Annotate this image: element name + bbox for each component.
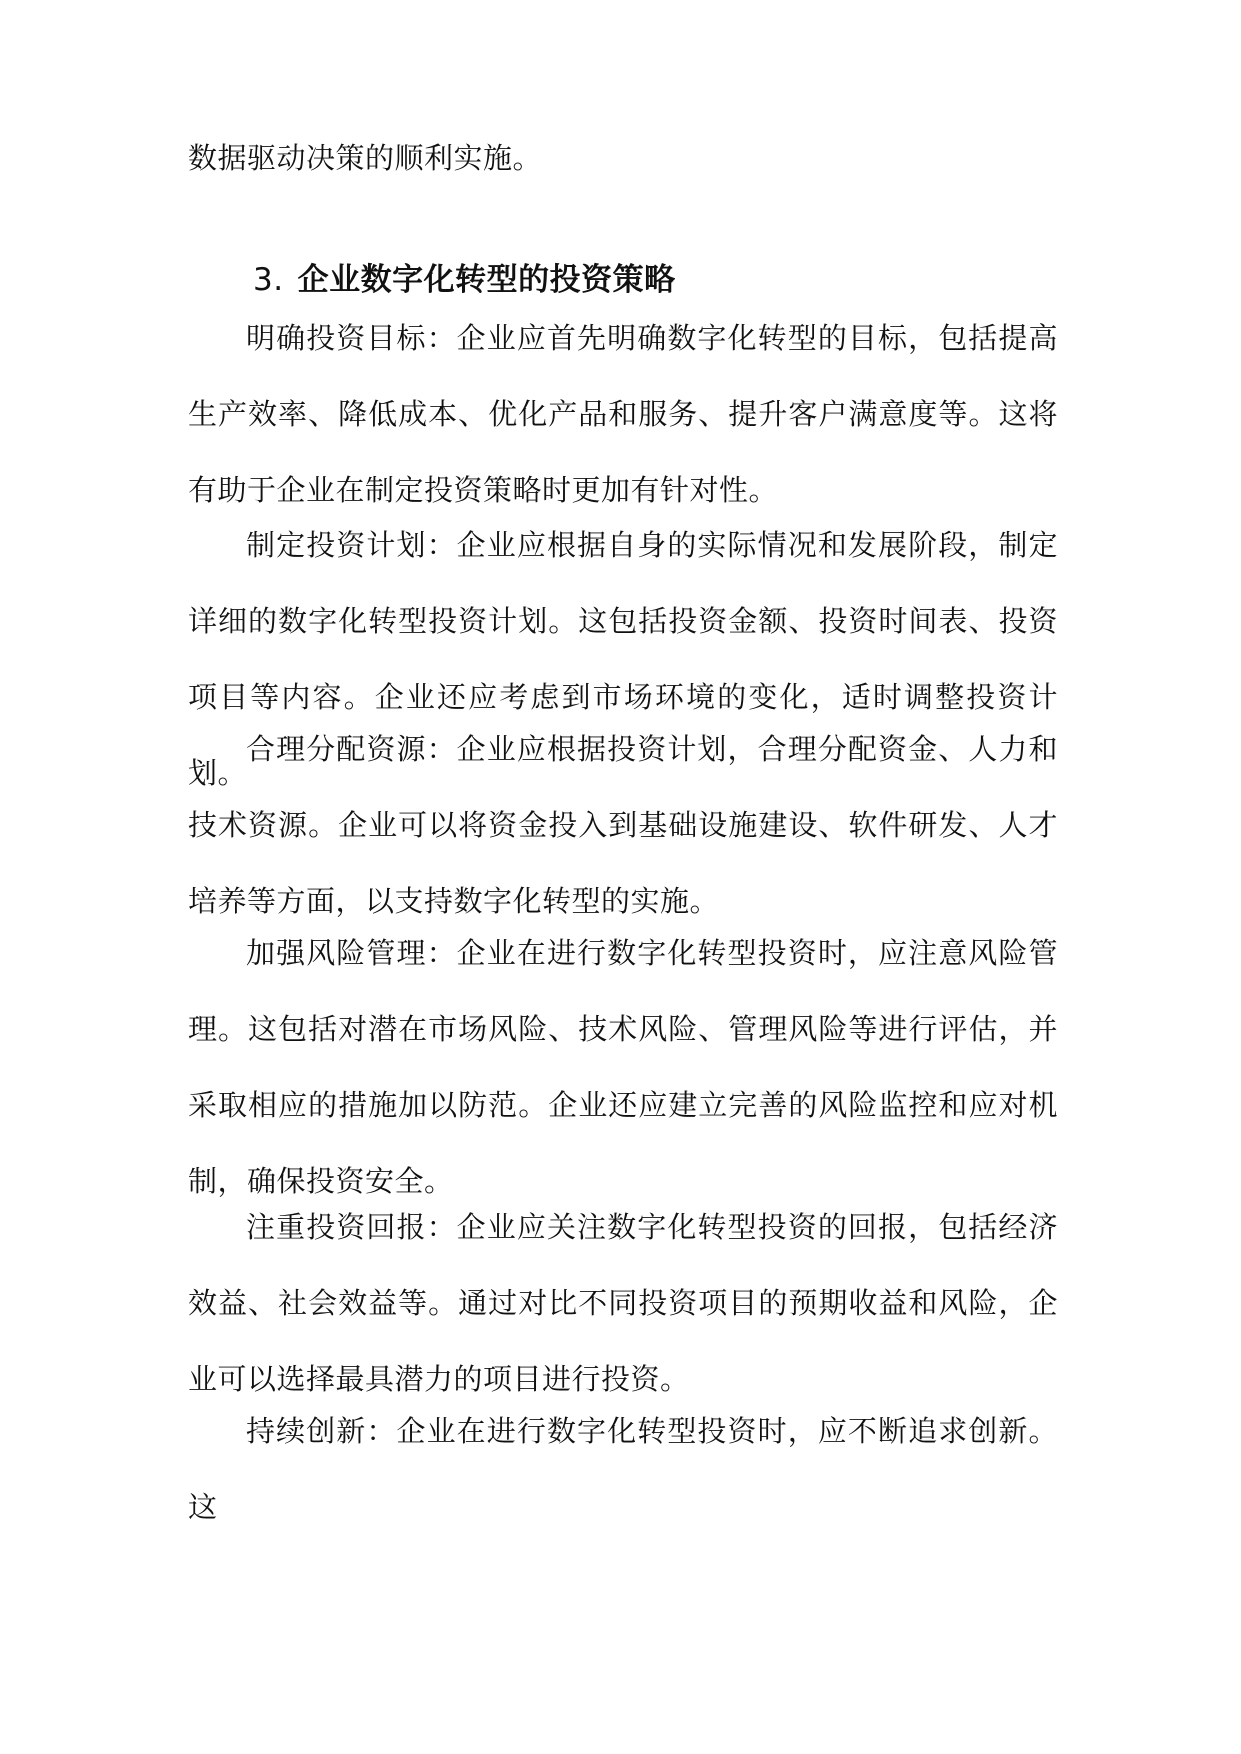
paragraph-investment-plan: 制定投资计划：企业应根据自身的实际情况和发展阶段，制定详细的数字化转型投资计划。这包括投资金额、投资时间表、投资项目等内容。企业还应考虑到市场环境的变化，适时调整投资计划。 <box>188 528 1058 790</box>
continuation-text: 数据驱动决策的顺利实施。 <box>188 141 543 175</box>
section-title: 企业数字化转型的投资策略 <box>297 262 676 298</box>
paragraph-continuous-innovation: 持续创新：企业在进行数字化转型投资时，应不断追求创新。这 <box>188 1414 1058 1524</box>
paragraph-investment-return: 注重投资回报：企业应关注数字化转型投资的回报，包括经济效益、社会效益等。通过对比不同投资项目的预期收益和风险，企业可以选择最具潜力的项目进行投资。 <box>188 1210 1058 1396</box>
paragraph-investment-goals: 明确投资目标：企业应首先明确数字化转型的目标，包括提高生产效率、降低成本、优化产品和服务、提升客户满意度等。这将有助于企业在制定投资策略时更加有针对性。 <box>188 321 1058 507</box>
paragraph-risk-management: 加强风险管理：企业在进行数字化转型投资时，应注意风险管理。这包括对潜在市场风险、技术风险、管理风险等进行评估，并采取相应的措施加以防范。企业还应建立完善的风险监控和应对机制，确保投资安全。 <box>188 936 1058 1198</box>
section-number: 3. <box>253 262 284 298</box>
paragraph-resource-allocation: 合理分配资源：企业应根据投资计划，合理分配资金、人力和技术资源。企业可以将资金投入到基础设施建设、软件研发、人才培养等方面，以支持数字化转型的实施。 <box>188 732 1058 918</box>
